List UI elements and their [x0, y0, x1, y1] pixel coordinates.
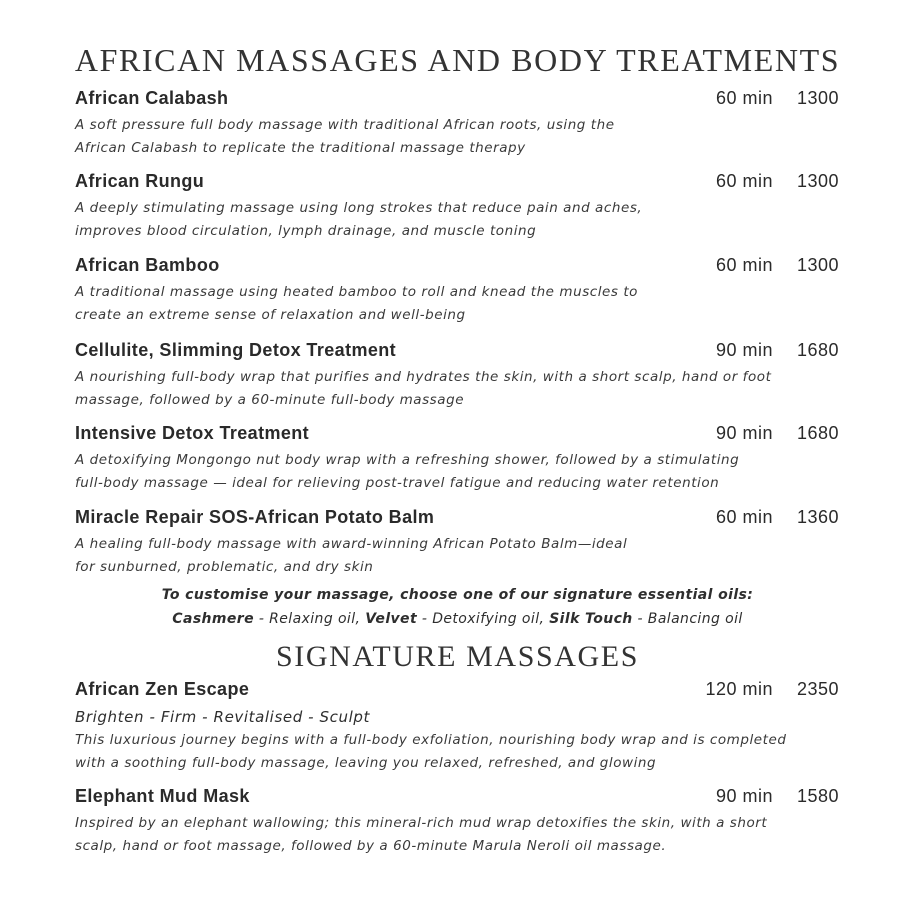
- description-line: improves blood circulation, lymph drainage, and muscle toning: [75, 223, 537, 239]
- item-duration: 90 min: [715, 423, 773, 443]
- item-duration: 90 min: [715, 786, 773, 806]
- item-name: African Calabash: [75, 88, 229, 108]
- description-line: This luxurious journey begins with a full-body exfoliation, nourishing body wrap and is completed: [75, 732, 787, 748]
- item-duration: 60 min: [715, 88, 773, 108]
- item-name: African Rungu: [75, 171, 205, 191]
- item-price: 1680: [796, 340, 839, 360]
- oil-name: Velvet: [365, 611, 418, 627]
- item-duration: 90 min: [715, 340, 773, 360]
- menu-item-cellulite-slimming-detox: [75, 340, 845, 412]
- item-name: Cellulite, Slimming Detox Treatment: [75, 340, 397, 360]
- item-duration: 60 min: [715, 171, 773, 191]
- oil-name: Cashmere: [172, 611, 255, 627]
- description-line: A deeply stimulating massage using long strokes that reduce pain and aches,: [75, 200, 643, 216]
- item-description: [75, 281, 845, 327]
- item-description: [75, 449, 845, 495]
- item-duration: 60 min: [715, 255, 773, 275]
- item-price: 1300: [796, 88, 839, 108]
- oil-desc: - Detoxifying oil,: [417, 611, 550, 627]
- description-line: African Calabash to replicate the traditional massage therapy: [75, 140, 526, 156]
- essential-oils-note: [0, 583, 915, 631]
- item-name: Intensive Detox Treatment: [75, 423, 310, 443]
- menu-item-african-bamboo: [75, 255, 845, 327]
- oils-options: [0, 607, 915, 631]
- menu-item-african-zen-escape: [75, 679, 845, 775]
- description-line: full-body massage — ideal for relieving post-travel fatigue and reducing water retention: [75, 475, 720, 491]
- section-title-african-massages: AFRICAN MASSAGES AND BODY TREATMENTS: [74, 42, 841, 78]
- description-line: A nourishing full-body wrap that purifies and hydrates the skin, with a short scalp, hand or foot: [75, 369, 772, 385]
- description-line: massage, followed by a 60-minute full-body massage: [75, 392, 465, 408]
- item-description: [75, 533, 845, 579]
- item-description: [75, 366, 845, 412]
- item-description: [75, 197, 845, 243]
- oil-desc: - Balancing oil: [632, 611, 743, 627]
- description-line: Inspired by an elephant wallowing; this mineral-rich mud wrap detoxifies the skin, with a short: [75, 815, 768, 831]
- description-line: A detoxifying Mongongo nut body wrap with a refreshing shower, followed by a stimulating: [75, 452, 740, 468]
- item-price: 2350: [796, 679, 839, 699]
- item-description: [75, 114, 845, 160]
- item-price: 1580: [796, 786, 839, 806]
- oil-name: Silk Touch: [549, 611, 633, 627]
- menu-item-elephant-mud-mask: [75, 786, 845, 858]
- description-line: scalp, hand or foot massage, followed by a 60-minute Marula Neroli oil massage.: [75, 838, 667, 854]
- description-line: with a soothing full-body massage, leaving you relaxed, refreshed, and glowing: [75, 755, 657, 771]
- item-price: 1360: [796, 507, 839, 527]
- menu-item-intensive-detox: [75, 423, 845, 495]
- item-description: [75, 812, 845, 858]
- menu-item-miracle-repair-sos: [75, 507, 845, 579]
- item-name: African Bamboo: [75, 255, 220, 275]
- item-name: Elephant Mud Mask: [75, 786, 250, 806]
- section-title-signature-massages: SIGNATURE MASSAGES: [275, 640, 640, 673]
- menu-item-african-rungu: [75, 171, 845, 243]
- menu-item-african-calabash: [75, 88, 845, 160]
- item-duration: 120 min: [705, 679, 773, 699]
- item-tagline: Brighten - Firm - Revitalised - Sculpt: [75, 708, 371, 726]
- description-line: A healing full-body massage with award-winning African Potato Balm—ideal: [75, 536, 628, 552]
- item-name: Miracle Repair SOS-African Potato Balm: [75, 507, 435, 527]
- item-price: 1300: [796, 171, 839, 191]
- description-line: for sunburned, problematic, and dry skin: [75, 559, 374, 575]
- description-line: A traditional massage using heated bamboo to roll and knead the muscles to: [75, 284, 638, 300]
- description-line: A soft pressure full body massage with traditional African roots, using the: [75, 117, 615, 133]
- item-price: 1680: [796, 423, 839, 443]
- item-name: African Zen Escape: [75, 679, 250, 699]
- description-line: create an extreme sense of relaxation and well-being: [75, 307, 466, 323]
- oils-intro: To customise your massage, choose one of our signature essential oils:: [161, 587, 754, 603]
- item-description: [75, 729, 845, 775]
- item-duration: 60 min: [715, 507, 773, 527]
- oil-desc: - Relaxing oil,: [254, 611, 366, 627]
- item-price: 1300: [796, 255, 839, 275]
